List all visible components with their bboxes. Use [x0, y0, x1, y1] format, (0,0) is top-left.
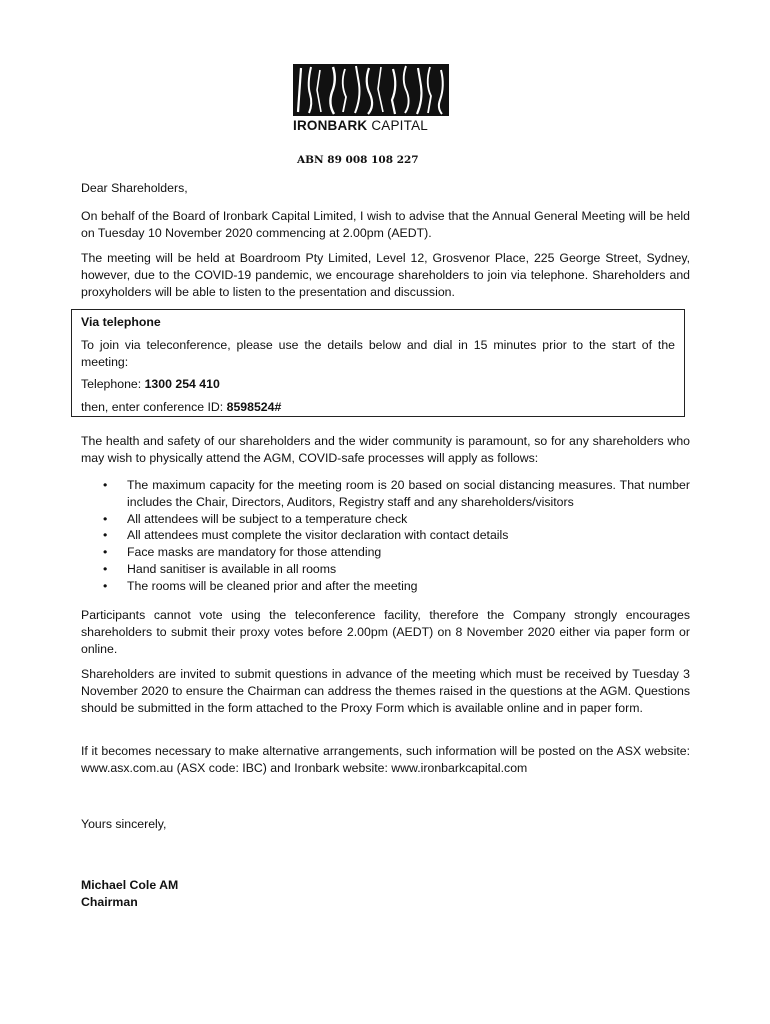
- paragraph-meeting-location: The meeting will be held at Boardroom Pty Limited, Level 12, Grosvenor Place, 225 George Street, Sydney, however, due to the COVID-19 pandemic, we encourage shareholders to join via telephone. Shareholders and proxyholders will be able to listen to the presentation and discussion.: [81, 251, 690, 299]
- signatory-name: Michael Cole AM: [81, 878, 179, 892]
- telephone-number: 1300 254 410: [144, 377, 220, 392]
- conference-label: then, enter conference ID:: [81, 400, 227, 415]
- list-item: • Face masks are mandatory for those attending: [103, 545, 382, 560]
- abn-number: ABN 89 008 108 227: [297, 154, 419, 166]
- bullet-dot: •: [103, 478, 108, 492]
- paragraph-proxy-votes: Participants cannot vote using the teleconference facility, therefore the Company strongly encourages shareholders to submit their proxy votes before 2.00pm (AEDT) on 8 November 2020 either via paper form or online.: [81, 608, 690, 656]
- conference-id: 8598524#: [226, 400, 282, 415]
- logo-suffix: CAPITAL: [371, 118, 428, 133]
- signatory-title: Chairman: [81, 894, 138, 909]
- list-item: • All attendees must complete the visitor declaration with contact details: [103, 528, 509, 543]
- bullet-dot: •: [103, 561, 108, 576]
- logo-brand: IRONBARK: [293, 118, 368, 133]
- telephone-instructions: To join via teleconference, please use the details below and dial in 15 minutes prior to the start of the meeting:: [81, 337, 675, 369]
- telephone-info-box: [71, 309, 685, 417]
- list-item: • All attendees will be subject to a temperature check: [103, 511, 408, 526]
- paragraph-health-safety: The health and safety of our shareholders and the wider community is paramount, so for any shareholders who may wish to physically attend the AGM, COVID-safe processes will apply as follows:: [81, 434, 690, 465]
- conference-line: [81, 399, 675, 416]
- telephone-box-title: Via telephone: [81, 315, 161, 329]
- bullet-dot: •: [103, 528, 108, 543]
- bullet-dot: •: [103, 545, 108, 560]
- paragraph-agm-notice: On behalf of the Board of Ironbark Capital Limited, I wish to advise that the Annual General Meeting will be held on Tuesday 10 November 2020 commencing at 2.00pm (AEDT).: [81, 209, 690, 240]
- covid-safe-list: [81, 477, 690, 595]
- telephone-line: [81, 376, 675, 393]
- salutation: Dear Shareholders,: [81, 181, 188, 195]
- list-item: • The rooms will be cleaned prior and after the meeting: [103, 578, 418, 593]
- closing: Yours sincerely,: [81, 817, 167, 831]
- company-logo: [293, 64, 453, 136]
- list-item: • The maximum capacity for the meeting room is 20 based on social distancing measures. That number includes the Chair, Directors, Auditors, Registry staff and any shareholders/visitors: [103, 478, 690, 509]
- bullet-dot: •: [103, 578, 108, 593]
- paragraph-alternative-arrangements: If it becomes necessary to make alternative arrangements, such information will be posted on the ASX website: www.asx.com.au (ASX code: IBC) and Ironbark website: www.ironbarkcapital.com: [81, 744, 690, 775]
- logo-wordmark: [293, 118, 453, 135]
- ironbark-bark-graphic: [293, 64, 453, 116]
- paragraph-questions: Shareholders are invited to submit questions in advance of the meeting which must be received by Tuesday 3 November 2020 to ensure the Chairman can address the themes raised in the questions at the AGM. Questions should be submitted in the form attached to the Proxy Form which is available online and in paper form.: [81, 667, 690, 715]
- telephone-label: Telephone:: [81, 377, 145, 392]
- bullet-dot: •: [103, 511, 108, 526]
- list-item: • Hand sanitiser is available in all rooms: [103, 561, 337, 576]
- signature-block: [81, 877, 690, 911]
